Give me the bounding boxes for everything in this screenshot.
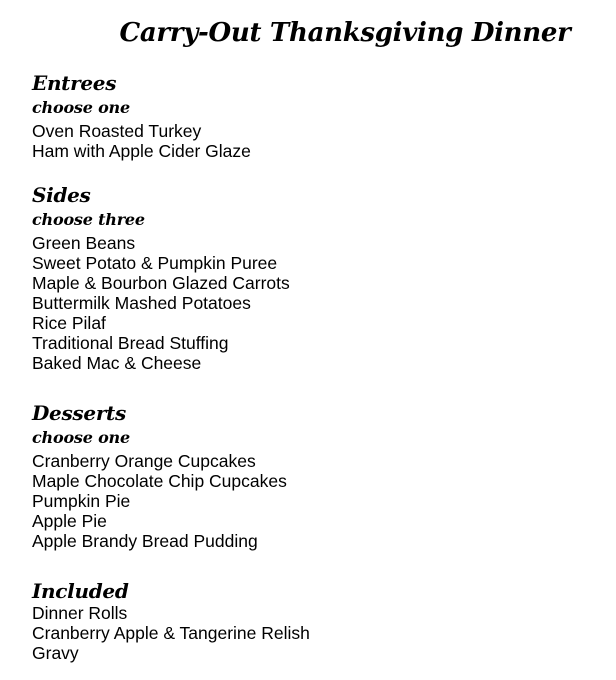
menu-item: Traditional Bread Stuffing — [32, 333, 229, 353]
section-entrees — [32, 70, 251, 161]
menu-item: Rice Pilaf — [32, 313, 106, 333]
page-title: Carry-Out Thanksgiving Dinner — [119, 18, 571, 48]
section-desserts — [32, 400, 287, 551]
section-heading-desserts: Desserts — [32, 401, 126, 425]
section-subheading-desserts: choose one — [32, 428, 130, 447]
menu-item: Sweet Potato & Pumpkin Puree — [32, 253, 278, 273]
menu-item: Apple Brandy Bread Pudding — [32, 531, 258, 551]
menu-item: Oven Roasted Turkey — [32, 121, 202, 141]
menu-item: Green Beans — [32, 233, 136, 253]
menu-item: Baked Mac & Cheese — [32, 353, 202, 373]
menu-item: Dinner Rolls — [32, 603, 128, 623]
menu-item: Apple Pie — [32, 511, 107, 531]
menu-item: Maple & Bourbon Glazed Carrots — [32, 273, 290, 293]
menu-item: Buttermilk Mashed Potatoes — [32, 293, 251, 313]
section-included — [32, 578, 310, 663]
menu-item: Ham with Apple Cider Glaze — [32, 141, 251, 161]
menu-item: Gravy — [32, 643, 79, 663]
menu-item: Pumpkin Pie — [32, 491, 131, 511]
section-heading-sides: Sides — [32, 183, 91, 207]
section-subheading-entrees: choose one — [32, 98, 130, 117]
menu-item: Cranberry Orange Cupcakes — [32, 451, 256, 471]
section-sides — [32, 182, 290, 373]
section-heading-entrees: Entrees — [32, 71, 117, 95]
menu-item: Cranberry Apple & Tangerine Relish — [32, 623, 310, 643]
section-heading-included: Included — [32, 579, 129, 603]
menu-item: Maple Chocolate Chip Cupcakes — [32, 471, 287, 491]
section-subheading-sides: choose three — [32, 210, 145, 229]
